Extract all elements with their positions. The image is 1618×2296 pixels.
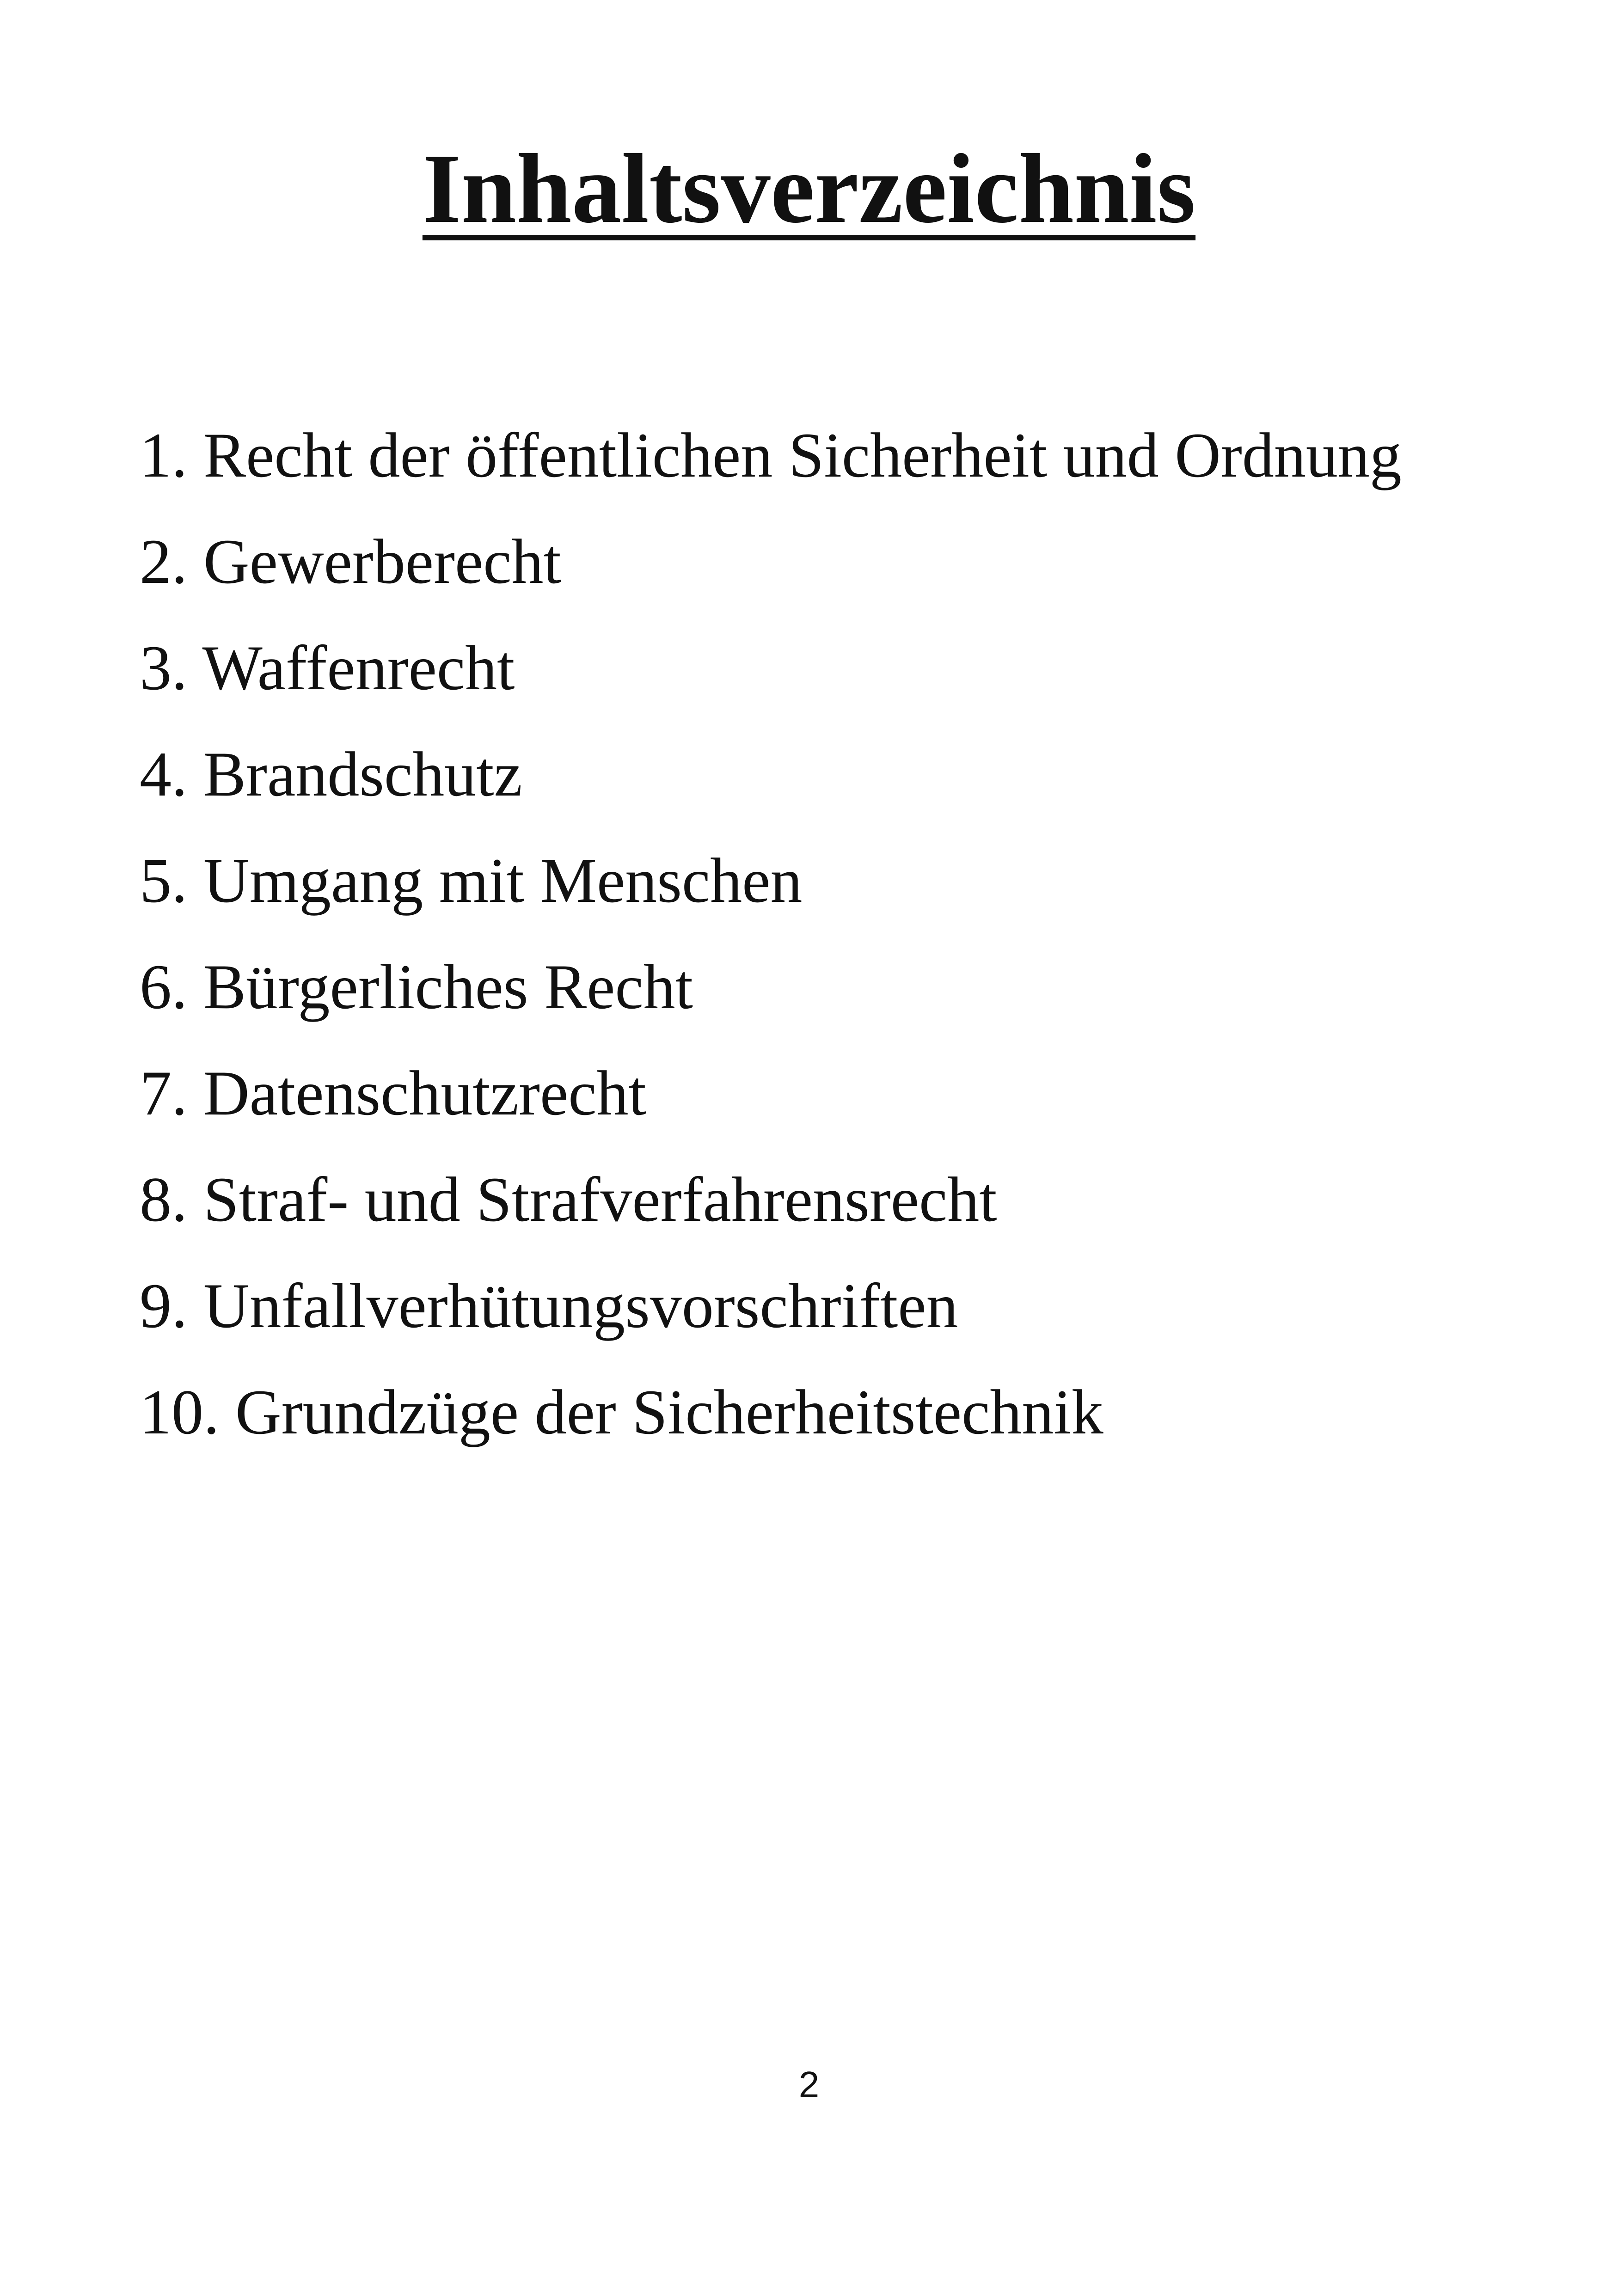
page-title [0, 133, 1618, 244]
table-of-contents [140, 402, 1402, 1465]
toc-item-2: 2. Gewerberecht [140, 526, 561, 597]
toc-item-8: 8. Straf- und Strafverfahrensrecht [140, 1164, 997, 1235]
toc-item-10: 10. Grundzüge der Sicherheitstechnik [140, 1377, 1103, 1447]
page-number: 2 [798, 2064, 820, 2105]
toc-item-1: 1. Recht der öffentlichen Sicherheit und Ordnung [140, 420, 1402, 490]
toc-item-5: 5. Umgang mit Menschen [140, 845, 803, 916]
page-title-text: Inhaltsverzeichnis [422, 133, 1196, 244]
toc-item-3: 3. Waffenrecht [140, 632, 515, 703]
toc-item-9: 9. Unfallverhütungsvorschriften [140, 1270, 958, 1341]
toc-item-6: 6. Bürgerliches Recht [140, 951, 693, 1022]
toc-item-7: 7. Datenschutzrecht [140, 1058, 646, 1128]
toc-item-4: 4. Brandschutz [140, 739, 522, 809]
